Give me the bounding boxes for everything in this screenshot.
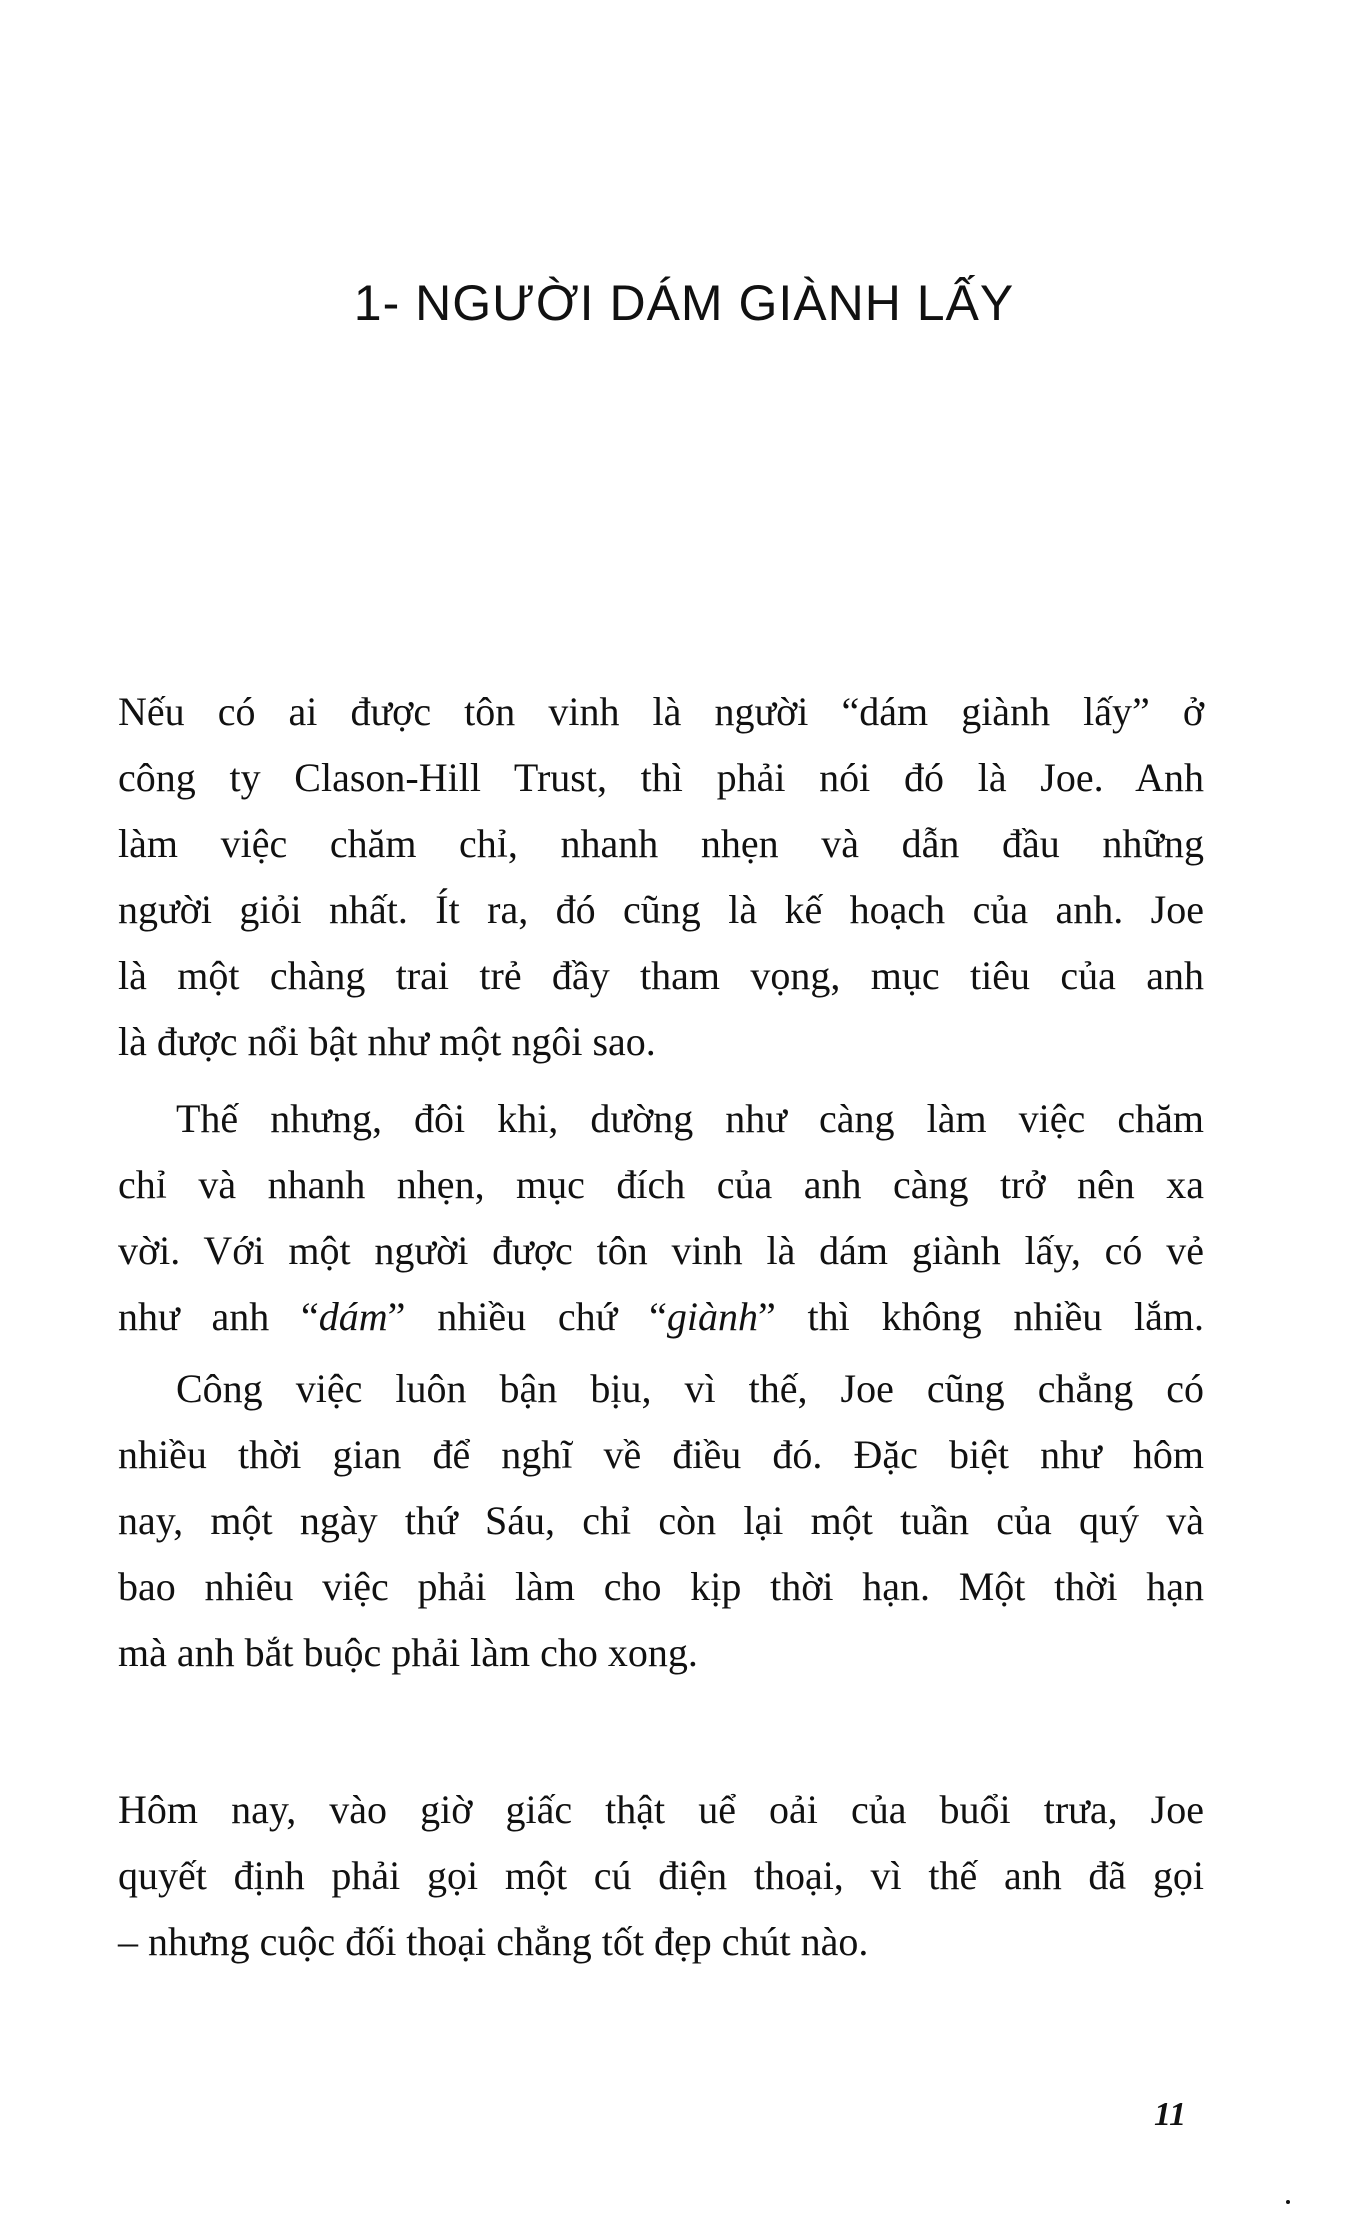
- text-line: là một chàng trai trẻ đầy tham vọng, mục tiêu của anh: [118, 953, 1204, 998]
- text-line: Nếu có ai được tôn vinh là người “dám giành lấy” ở: [118, 689, 1204, 734]
- text-line: Công việc luôn bận bịu, vì thế, Joe cũng chẳng có: [176, 1366, 1204, 1411]
- text-line: bao nhiêu việc phải làm cho kịp thời hạn. Một thời hạn: [118, 1564, 1204, 1609]
- chapter-title: 1- NGƯỜI DÁM GIÀNH LẤY: [353, 275, 1015, 331]
- text-span: ” thì không nhiều lắm.: [758, 1294, 1205, 1339]
- emphasis-dam: dám: [318, 1294, 388, 1339]
- page-number: 11: [1154, 2096, 1187, 2133]
- text-line: Hôm nay, vào giờ giấc thật uể oải của buổi trưa, Joe: [118, 1787, 1204, 1832]
- text-span: như anh “: [118, 1294, 319, 1339]
- emphasis-gianh: giành: [666, 1294, 758, 1339]
- text-line: làm việc chăm chỉ, nhanh nhẹn và dẫn đầu những: [118, 821, 1204, 866]
- text-line: chỉ và nhanh nhẹn, mục đích của anh càng trở nên xa: [118, 1162, 1204, 1207]
- text-line: vời. Với một người được tôn vinh là dám giành lấy, có vẻ: [118, 1228, 1204, 1273]
- text-span: ” nhiều chứ “: [387, 1294, 667, 1339]
- text-line: công ty Clason-Hill Trust, thì phải nói đó là Joe. Anh: [118, 755, 1204, 800]
- text-line: [118, 1284, 1204, 1350]
- text-line: mà anh bắt buộc phải làm cho xong.: [118, 1630, 698, 1675]
- text-line: quyết định phải gọi một cú điện thoại, vì thế anh đã gọi: [118, 1853, 1204, 1898]
- text-line: người giỏi nhất. Ít ra, đó cũng là kế hoạch của anh. Joe: [118, 887, 1204, 932]
- text-line: nhiều thời gian để nghĩ về điều đó. Đặc biệt như hôm: [118, 1432, 1204, 1477]
- scan-speck: [1286, 2200, 1290, 2204]
- text-line: – nhưng cuộc đối thoại chẳng tốt đẹp chút nào.: [118, 1919, 869, 1964]
- text-line: là được nổi bật như một ngôi sao.: [118, 1019, 656, 1064]
- text-line: Thế nhưng, đôi khi, dường như càng làm việc chăm: [176, 1096, 1204, 1141]
- text-line: nay, một ngày thứ Sáu, chỉ còn lại một tuần của quý và: [118, 1498, 1204, 1543]
